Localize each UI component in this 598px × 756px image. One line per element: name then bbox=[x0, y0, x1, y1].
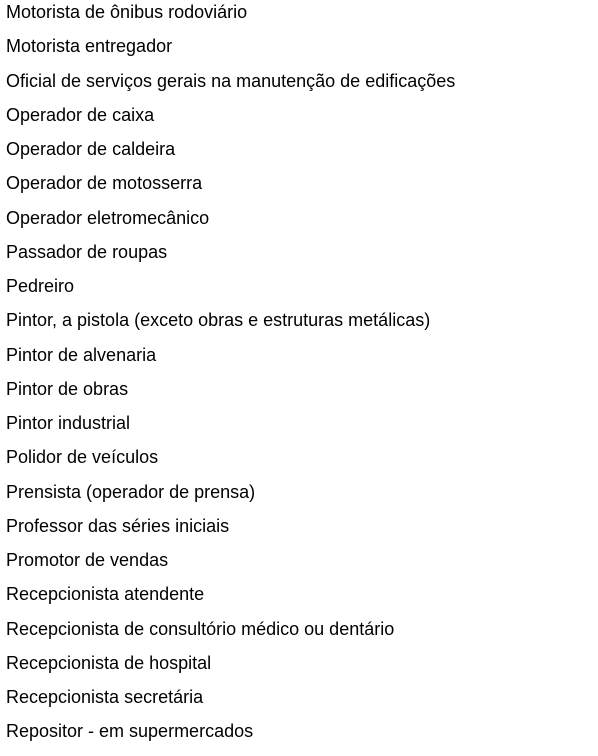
list-item: Polidor de veículos bbox=[6, 447, 159, 468]
list-item: Passador de roupas bbox=[6, 241, 168, 262]
list-item: Pintor de alvenaria bbox=[6, 344, 157, 365]
occupation-list bbox=[6, 2, 455, 756]
list-item: Operador de caldeira bbox=[6, 139, 176, 159]
list-item: Recepcionista de hospital bbox=[6, 652, 212, 673]
list-item: Promotor de vendas bbox=[6, 550, 169, 570]
list-item: Pintor, a pistola (exceto obras e estruturas metálicas) bbox=[6, 310, 431, 331]
list-item: Recepcionista de consultório médico ou dentário bbox=[6, 618, 395, 639]
list-item: Operador de caixa bbox=[6, 104, 155, 125]
list-item: Prensista (operador de prensa) bbox=[6, 481, 256, 502]
list-item: Operador eletromecânico bbox=[6, 207, 210, 228]
list-item: Oficial de serviços gerais na manutenção de edificações bbox=[6, 70, 456, 91]
list-item: Repositor - em supermercados bbox=[6, 721, 254, 742]
list-item: Recepcionista secretária bbox=[6, 687, 204, 707]
list-item: Motorista de ônibus rodoviário bbox=[6, 2, 248, 22]
list-item: Recepcionista atendente bbox=[6, 584, 205, 605]
list-item: Motorista entregador bbox=[6, 36, 173, 57]
list-item: Operador de motosserra bbox=[6, 173, 203, 194]
list-item: Professor das séries iniciais bbox=[6, 515, 230, 536]
list-item: Pintor industrial bbox=[6, 413, 131, 433]
list-item: Pedreiro bbox=[6, 276, 75, 296]
list-item: Pintor de obras bbox=[6, 378, 129, 399]
